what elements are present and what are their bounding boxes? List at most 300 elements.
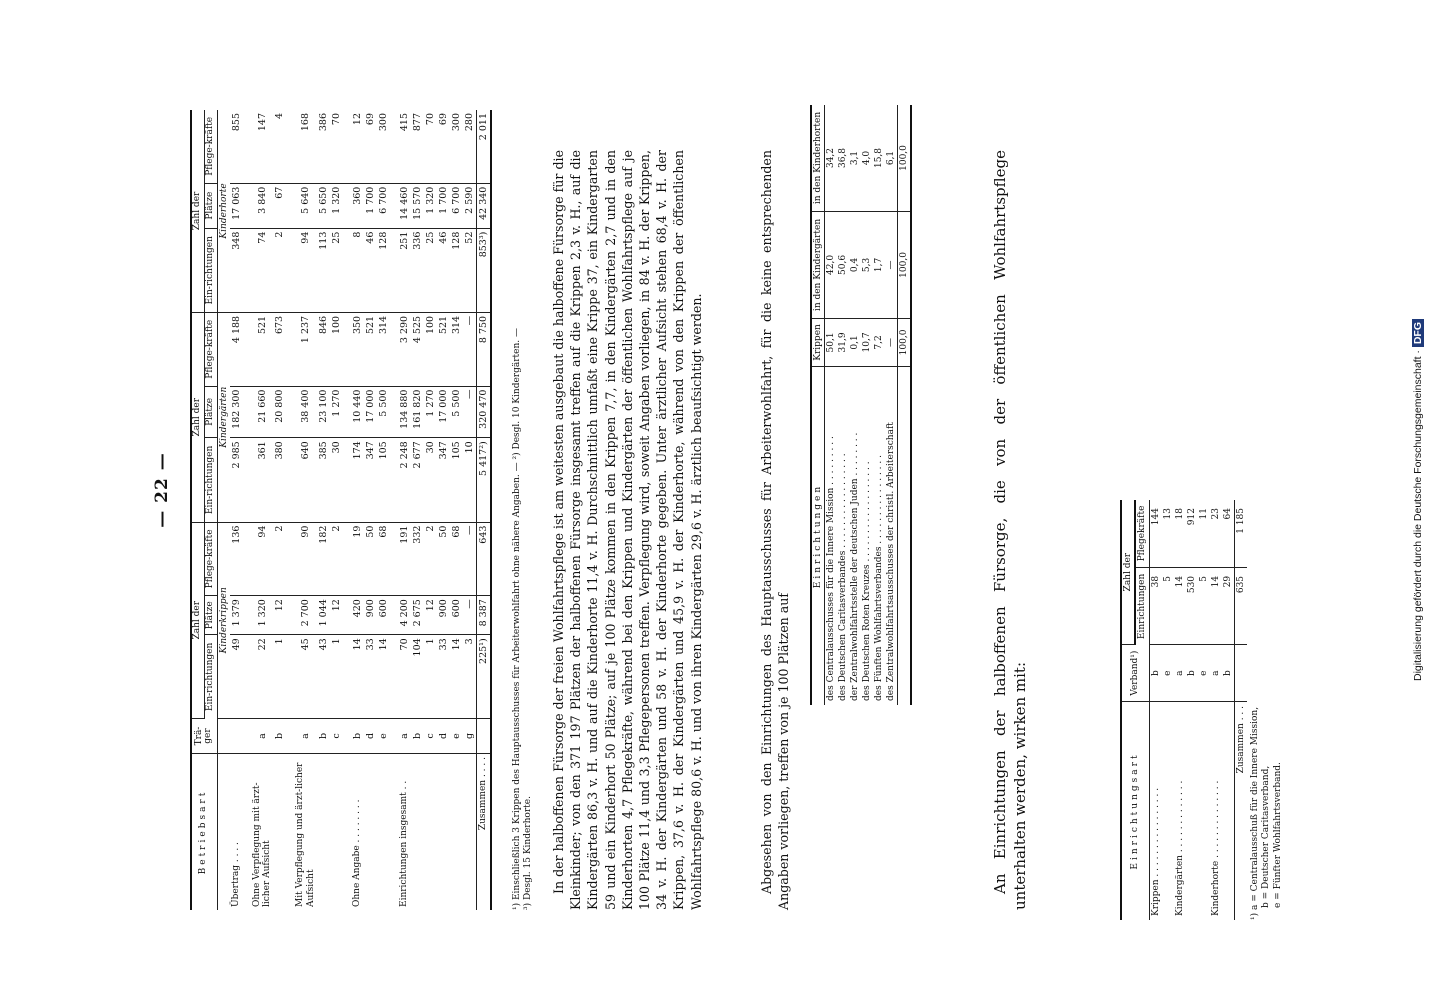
value-cell: 1 044: [317, 596, 330, 635]
value-cell: 100: [330, 312, 343, 386]
header-pflegekraefte: Pflegekräfte: [1135, 500, 1149, 567]
sum-label: [898, 367, 912, 706]
row-label: der Zentralwohlfahrtsstelle der deutschen Juden . . . . . . . .: [850, 432, 861, 701]
row-label: [330, 754, 343, 911]
spacer-row: [243, 110, 251, 910]
value-cell: 5 500: [377, 386, 390, 438]
value-cell: 2: [273, 228, 286, 312]
value-cell: 15,8: [873, 105, 885, 211]
spacer-row: [343, 110, 351, 910]
header-verband: Verband¹): [1121, 645, 1149, 702]
table-row: [351, 110, 364, 910]
value-cell: 94: [294, 228, 317, 312]
value-cell: 521: [364, 312, 377, 386]
row-label: [1162, 702, 1174, 921]
distribution-table: [810, 105, 912, 705]
value-cell: 14: [377, 635, 390, 719]
row-label: Übertrag . . . .: [231, 842, 242, 907]
value-cell: 113: [317, 228, 330, 312]
row-label: des Deutschen Roten Kreuzes . . . . . . . . . . . . . . . . . .: [862, 461, 873, 701]
header-traeger: Trä-ger: [191, 719, 217, 754]
value-cell: 105: [450, 438, 463, 522]
header-einrichtungen: Ein-richtungen: [204, 228, 217, 312]
value-cell: 347: [437, 438, 450, 522]
row-label: Ohne Angabe . . . . . . . .: [352, 799, 363, 907]
value-cell: 348: [230, 228, 243, 312]
table-row: [251, 110, 274, 910]
einrichtungen-value: 530: [1186, 567, 1198, 644]
value-cell: 336: [411, 228, 424, 312]
value-cell: 1 237: [294, 312, 317, 386]
value-cell: 31,9: [837, 318, 849, 366]
row-label: [317, 754, 330, 911]
traeger-cell: c: [330, 719, 343, 754]
table-row: [1210, 500, 1222, 920]
value-cell: 3,1: [849, 105, 861, 211]
group-label-krippen: Kinderkrippen: [217, 522, 230, 718]
pflegekraefte-value: 912: [1186, 500, 1198, 567]
value-cell: 350: [351, 312, 364, 386]
table-row: [1222, 500, 1235, 920]
spacer-cell: [243, 522, 251, 596]
value-cell: 50: [437, 522, 450, 596]
spacer-cell: [243, 438, 251, 522]
sum-row: [898, 105, 912, 705]
header-pflegekraefte: Pflege-kräfte: [204, 312, 217, 386]
value-cell: 69: [364, 110, 377, 183]
value-cell: 46: [364, 228, 377, 312]
value-cell: 33: [437, 635, 450, 719]
spacer-cell: [343, 596, 351, 635]
row-label: [450, 754, 463, 911]
table-row: [1174, 500, 1186, 920]
value-cell: 5 650: [317, 183, 330, 228]
value-cell: —: [885, 318, 898, 366]
spacer-cell: [343, 110, 351, 183]
value-cell: 300: [450, 110, 463, 183]
header-pflegekraefte: Pflege-kräfte: [204, 110, 217, 183]
traeger-cell: a: [294, 719, 317, 754]
value-cell: 50,6: [837, 211, 849, 318]
spacer-cell: [343, 719, 351, 754]
value-cell: 2 700: [294, 596, 317, 635]
value-cell: 90: [294, 522, 317, 596]
table-row: [411, 110, 424, 910]
value-cell: 4 200: [398, 596, 411, 635]
spacer-row: [390, 110, 398, 910]
pflegekraefte-value: 64: [1222, 500, 1235, 567]
value-cell: 2: [273, 522, 286, 596]
value-cell: 0,1: [849, 318, 861, 366]
value-cell: 1: [273, 635, 286, 719]
row-label: des Deutschen Caritasverbandes . . . . . . . . . . . . . . . . .: [838, 453, 849, 701]
value-cell: 1 270: [330, 386, 343, 438]
footnote: e = Fünfter Wohlfahrtsverband.: [1272, 762, 1283, 908]
value-cell: 168: [294, 110, 317, 183]
traeger-cell: a: [398, 719, 411, 754]
value-cell: 3 290: [398, 312, 411, 386]
spacer-cell: [243, 719, 251, 754]
table-row: [463, 110, 477, 910]
value-cell: 900: [437, 596, 450, 635]
table-row: [861, 105, 873, 705]
row-label: des Fünften Wohlfahrtsverbandes . . . . . . . . . . . . . . . .: [874, 455, 885, 701]
pflegekraefte-value: 13: [1162, 500, 1174, 567]
value-cell: 4 525: [411, 312, 424, 386]
value-cell: 1 270: [424, 386, 437, 438]
value-cell: 15 570: [411, 183, 424, 228]
einrichtungen-value: 5: [1198, 567, 1210, 644]
value-cell: 347: [364, 438, 377, 522]
value-cell: 877: [411, 110, 424, 183]
value-cell: 521: [251, 312, 274, 386]
value-cell: 46: [437, 228, 450, 312]
row-label: Einrichtungen insgesamt . .: [399, 780, 410, 907]
value-cell: 4 188: [230, 312, 243, 386]
value-cell: 68: [450, 522, 463, 596]
value-cell: 900: [364, 596, 377, 635]
value-cell: 600: [450, 596, 463, 635]
spacer-cell: [390, 183, 398, 228]
group-label-horte: Kinderhorte: [217, 110, 230, 312]
value-cell: 385: [317, 438, 330, 522]
value-cell: 43: [317, 635, 330, 719]
value-cell: 38 400: [294, 386, 317, 438]
value-cell: 50: [364, 522, 377, 596]
value-cell: 3 840: [251, 183, 274, 228]
table-row: [825, 105, 838, 705]
table-row: [885, 105, 898, 705]
spacer-cell: [390, 522, 398, 596]
value-cell: 25: [330, 228, 343, 312]
value-cell: 30: [424, 438, 437, 522]
row-label: Kinderhorte . . . . . . . . . . . . . .: [1210, 780, 1221, 916]
traeger-cell: b: [351, 719, 364, 754]
value-cell: 3: [463, 635, 477, 719]
value-cell: 74: [251, 228, 274, 312]
value-cell: 1: [330, 635, 343, 719]
table-row: [837, 105, 849, 705]
spacer-cell: [343, 183, 351, 228]
group-label-gaerten: Kindergärten: [217, 312, 230, 522]
total-value: 853³): [477, 228, 492, 312]
value-cell: 128: [450, 228, 463, 312]
header-einrichtungsart: Einrichtungsart: [1121, 702, 1149, 921]
traeger-cell: [477, 719, 492, 754]
value-cell: 70: [424, 110, 437, 183]
value-cell: 161 820: [411, 386, 424, 438]
header-zahl-der-3: Zahl der: [191, 110, 204, 312]
row-label: Kindergärten . . . . . . . . . . . . .: [1174, 780, 1185, 916]
rotated-book-page: [120, 60, 1420, 920]
value-cell: 6 700: [377, 183, 390, 228]
value-cell: 361: [251, 438, 274, 522]
pflegekraefte-value: 18: [1174, 500, 1186, 567]
value-cell: 19: [351, 522, 364, 596]
sum-value: 1 185: [1234, 500, 1247, 567]
value-cell: 380: [273, 438, 286, 522]
value-cell: —: [463, 522, 477, 596]
value-cell: 673: [273, 312, 286, 386]
spacer-cell: [390, 386, 398, 438]
page-number: — 22 —: [152, 452, 172, 528]
table-row: [294, 110, 317, 910]
value-cell: 332: [411, 522, 424, 596]
value-cell: —: [463, 312, 477, 386]
verband-cell: b: [1149, 645, 1162, 702]
table-row: [273, 110, 286, 910]
spacer-cell: [343, 312, 351, 386]
spacer-cell: [286, 386, 294, 438]
value-cell: —: [885, 211, 898, 318]
row-label: [377, 754, 390, 911]
spacer-cell: [343, 522, 351, 596]
value-cell: 70: [398, 635, 411, 719]
value-cell: 2 675: [411, 596, 424, 635]
table-row: [1149, 500, 1162, 920]
table-row: [873, 105, 885, 705]
value-cell: 23 100: [317, 386, 330, 438]
total-value: 225¹): [477, 635, 492, 719]
footnote: ¹) a = Centralausschuß für die Innere Mission,: [1250, 706, 1260, 920]
value-cell: 17 000: [364, 386, 377, 438]
spacer-cell: [286, 312, 294, 386]
value-cell: 147: [251, 110, 274, 183]
row-label: Ohne Verpflegung mit ärzt-licher Aufsicht: [251, 782, 273, 907]
value-cell: 1 320: [251, 596, 274, 635]
header-einrichtungen: Einrichtungen: [811, 367, 825, 706]
header-einrichtungen: Ein-richtungen: [204, 438, 217, 522]
spacer-cell: [286, 183, 294, 228]
value-cell: 415: [398, 110, 411, 183]
spacer-cell: [286, 110, 294, 183]
value-cell: 12: [273, 596, 286, 635]
spacer-cell: [286, 719, 294, 754]
value-cell: 12: [330, 596, 343, 635]
value-cell: 182: [317, 522, 330, 596]
value-cell: 5 640: [294, 183, 317, 228]
spacer-row: [286, 110, 294, 910]
value-cell: 521: [437, 312, 450, 386]
spacer-cell: [390, 312, 398, 386]
spacer-cell: [243, 754, 251, 911]
value-cell: 25: [424, 228, 437, 312]
verband-cell: a: [1210, 645, 1222, 702]
spacer-cell: [286, 522, 294, 596]
value-cell: —: [463, 596, 477, 635]
value-cell: 2 677: [411, 438, 424, 522]
verband-cell: a: [1174, 645, 1186, 702]
value-cell: 17 063: [230, 183, 243, 228]
header-plaetze: Plätze: [204, 183, 217, 228]
traeger-cell: b: [411, 719, 424, 754]
spacer-cell: [286, 228, 294, 312]
value-cell: 1: [424, 635, 437, 719]
table-row: [1162, 500, 1174, 920]
value-cell: 50,1: [825, 318, 838, 366]
verband-cell: b: [1186, 645, 1198, 702]
spacer-cell: [390, 438, 398, 522]
value-cell: 7,2: [873, 318, 885, 366]
total-value: 8 750: [477, 312, 492, 386]
footnote: ¹) Einschließlich 3 Krippen des Hauptausschusses für Arbeiterwohlfahrt ohne nähere Angaben. — ²) Desgl. 10 Kindergärten. —: [512, 328, 522, 910]
value-cell: 1 700: [437, 183, 450, 228]
value-cell: 5,3: [861, 211, 873, 318]
header-kinderhorte: in den Kinderhorten: [811, 105, 825, 211]
pflegekraefte-value: 144: [1149, 500, 1162, 567]
table-row: [1198, 500, 1210, 920]
spacer-cell: [390, 110, 398, 183]
value-cell: 2 985: [230, 438, 243, 522]
value-cell: 1 700: [364, 183, 377, 228]
traeger-cell: a: [251, 719, 274, 754]
value-cell: 134 880: [398, 386, 411, 438]
value-cell: 5 500: [450, 386, 463, 438]
value-cell: 1 379: [230, 596, 243, 635]
value-cell: 386: [317, 110, 330, 183]
value-cell: 0,4: [849, 211, 861, 318]
table-row: [424, 110, 437, 910]
header-einrichtungen: Einrichtungen: [1135, 567, 1149, 644]
row-label: des Centralausschusses für die Innere Mission . . . . . . . . .: [826, 436, 837, 701]
table-row: [330, 110, 343, 910]
value-cell: 68: [377, 522, 390, 596]
value-cell: 69: [437, 110, 450, 183]
sum-label: Zusammen . . .: [1234, 702, 1247, 921]
value-cell: 8: [351, 228, 364, 312]
traeger-cell: b: [273, 719, 286, 754]
spacer-cell: [343, 386, 351, 438]
value-cell: 280: [463, 110, 477, 183]
spacer-cell: [243, 386, 251, 438]
verband-cell: b: [1222, 645, 1235, 702]
spacer-cell: [243, 110, 251, 183]
value-cell: 174: [351, 438, 364, 522]
traeger-cell: d: [437, 719, 450, 754]
spacer-cell: [243, 183, 251, 228]
table-row: [398, 110, 411, 910]
row-label: Mit Verpflegung und ärzt-licher Aufsicht: [295, 762, 316, 907]
value-cell: 49: [230, 635, 243, 719]
value-cell: 4,0: [861, 105, 873, 211]
footnotes-table3: [1250, 500, 1284, 920]
paragraph-oeffentliche: An Einrichtungen der halboffenen Fürsorge, die von der öffentlichen Wohlfahrtspflege unterhalten werden, wirken mit:: [991, 150, 1029, 910]
total-row: [477, 110, 492, 910]
verband-cell: e: [1198, 645, 1210, 702]
table-row: [377, 110, 390, 910]
value-cell: 182 300: [230, 386, 243, 438]
value-cell: 251: [398, 228, 411, 312]
pflegekraefte-value: 11: [1198, 500, 1210, 567]
row-label: [364, 754, 377, 911]
pflegekraefte-value: 23: [1210, 500, 1222, 567]
footnote: b = Deutscher Caritasverband,: [1261, 765, 1272, 908]
value-cell: 855: [230, 110, 243, 183]
spacer-cell: [343, 635, 351, 719]
value-cell: 136: [230, 522, 243, 596]
value-cell: 1 320: [424, 183, 437, 228]
header-plaetze: Plätze: [204, 596, 217, 635]
header-plaetze: Plätze: [204, 386, 217, 438]
row-label: [411, 754, 424, 911]
header-zahl-der: Zahl der: [1121, 500, 1135, 645]
value-cell: 34,2: [825, 105, 838, 211]
sum-value: 635: [1234, 567, 1247, 644]
row-label: [1198, 702, 1210, 921]
total-value: 8 387: [477, 596, 492, 635]
verband-cell: e: [1162, 645, 1174, 702]
row-label: [1186, 702, 1198, 921]
total-value: 2 011: [477, 110, 492, 183]
value-cell: 2 590: [463, 183, 477, 228]
spacer-cell: [286, 438, 294, 522]
einrichtungen-value: 38: [1149, 567, 1162, 644]
value-cell: 67: [273, 183, 286, 228]
value-cell: 2: [424, 522, 437, 596]
header-kindergaerten: in den Kindergärten: [811, 211, 825, 318]
value-cell: 21 660: [251, 386, 274, 438]
total-value: 320 470: [477, 386, 492, 438]
value-cell: 20 800: [273, 386, 286, 438]
value-cell: 45: [294, 635, 317, 719]
traeger-cell: [230, 719, 243, 754]
total-value: 643: [477, 522, 492, 596]
row-label: des Zentralwohlfahrtsausschusses der christl. Arbeiterschaft: [886, 422, 897, 701]
verband-cell: [1234, 645, 1247, 702]
header-zahl-der-2: Zahl der: [191, 312, 204, 522]
table-row: [364, 110, 377, 910]
spacer-cell: [390, 596, 398, 635]
value-cell: 70: [330, 110, 343, 183]
spacer-cell: [390, 719, 398, 754]
spacer-cell: [286, 754, 294, 911]
value-cell: 10: [463, 438, 477, 522]
value-cell: 104: [411, 635, 424, 719]
header-krippen: Krippen: [811, 318, 825, 366]
value-cell: 846: [317, 312, 330, 386]
value-cell: 105: [377, 438, 390, 522]
value-cell: 14: [450, 635, 463, 719]
row-label: [1222, 702, 1235, 921]
header-betriebsart: Betriebsart: [191, 754, 217, 911]
einrichtungen-value: 29: [1222, 567, 1235, 644]
einrichtungen-value: 14: [1174, 567, 1186, 644]
spacer-cell: [343, 438, 351, 522]
header-pflegekraefte: Pflege-kräfte: [204, 522, 217, 596]
value-cell: 1,7: [873, 211, 885, 318]
spacer-cell: [343, 754, 351, 911]
value-cell: 4: [273, 110, 286, 183]
value-cell: 36,8: [837, 105, 849, 211]
table-row: [450, 110, 463, 910]
spacer-cell: [390, 228, 398, 312]
value-cell: —: [463, 386, 477, 438]
spacer-cell: [286, 596, 294, 635]
header-einrichtungen: Ein-richtungen: [204, 635, 217, 719]
row-label: [437, 754, 450, 911]
table-row: [437, 110, 450, 910]
total-label: Zusammen . . . .: [477, 754, 492, 911]
traeger-cell: d: [364, 719, 377, 754]
statistics-table: [190, 110, 492, 910]
spacer-cell: [243, 312, 251, 386]
value-cell: 22: [251, 635, 274, 719]
value-cell: 2 248: [398, 438, 411, 522]
row-label: [463, 754, 477, 911]
value-cell: 12: [424, 596, 437, 635]
spacer-cell: [390, 754, 398, 911]
table-row: [317, 110, 330, 910]
